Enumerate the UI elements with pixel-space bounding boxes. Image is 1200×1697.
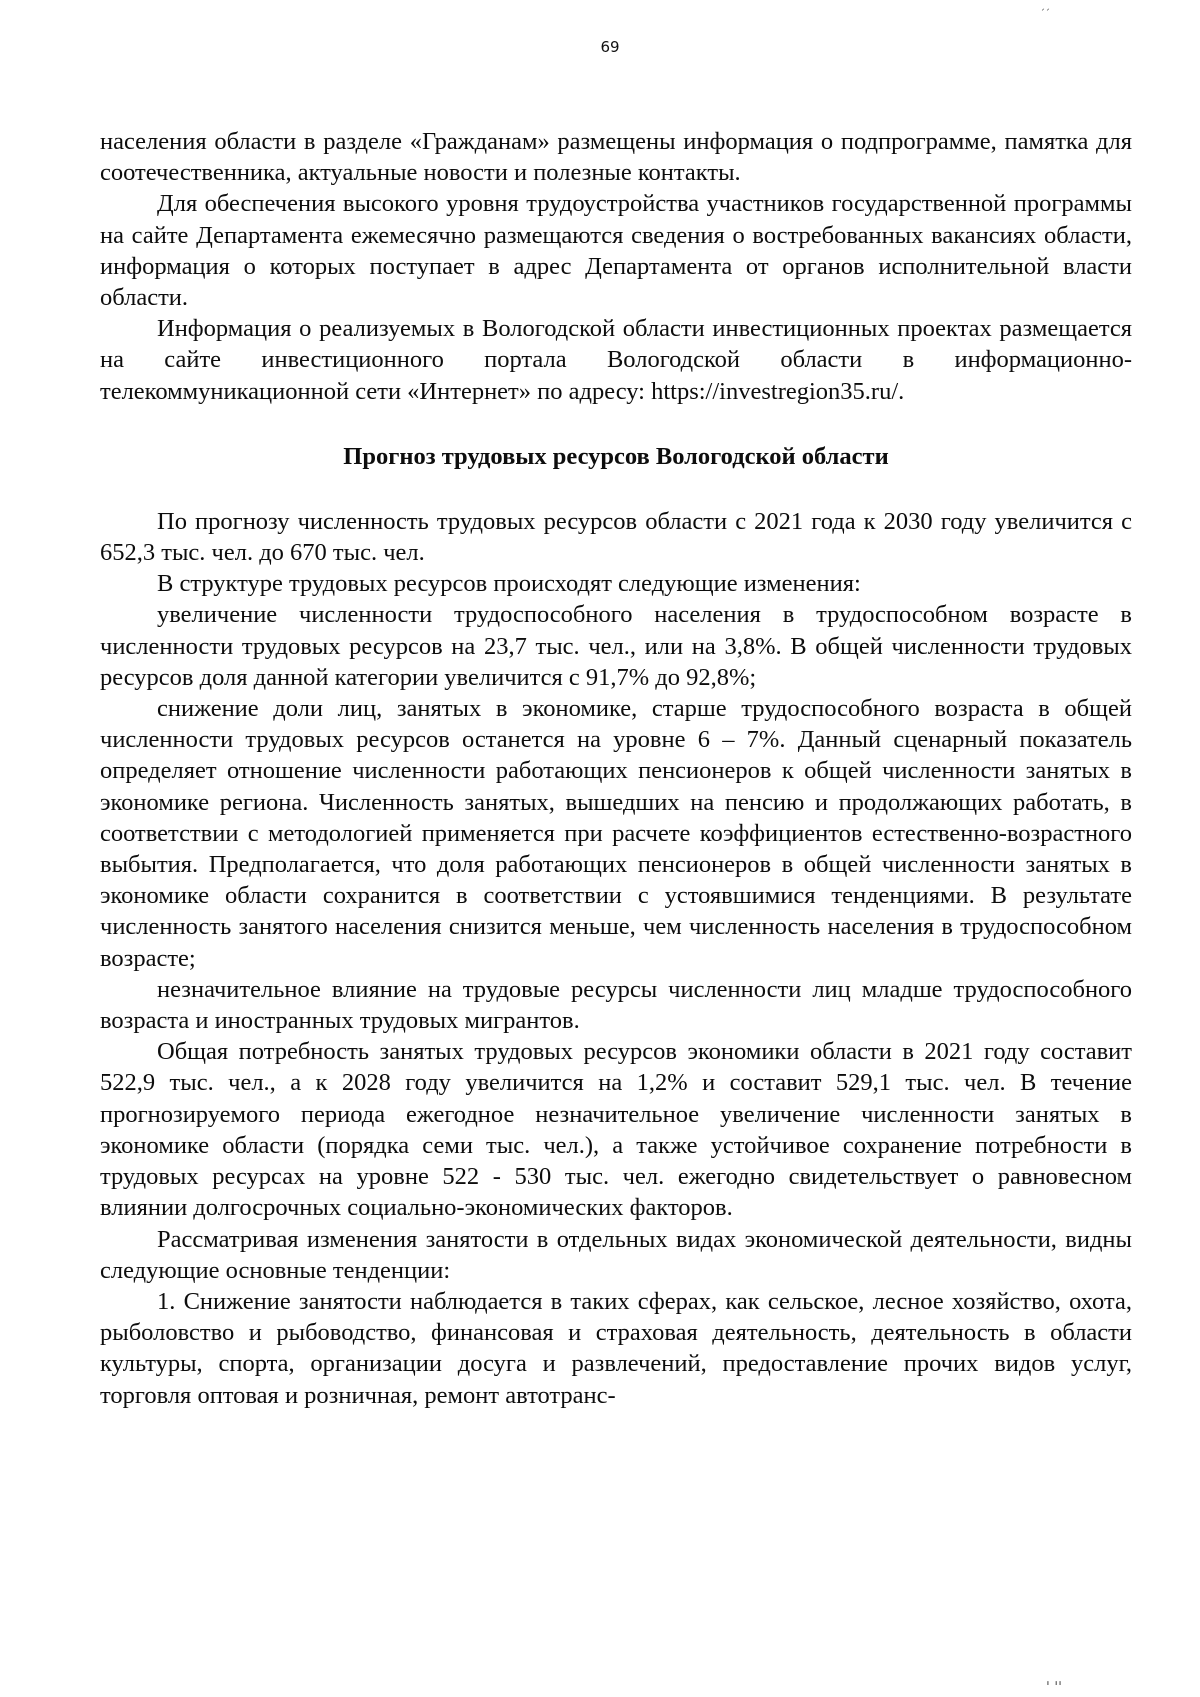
paragraph-employment-demand: Общая потребность занятых трудовых ресурсов экономики области в 2021 году составит 522,9 тыс. чел., а к 2028 году увеличится на 1,2% и составит 529,1 тыс. чел. В течение прогнозируемого периода ежегодное незначительное увеличение численности занятых в экономике области (порядка семи тыс. чел.), а также устойчивое сохранение потребности в трудовых ресурсах на уровне 522 - 530 тыс. чел. ежегодно свидетельствует о равновесном влиянии долгосрочных социально-экономических факторов. [100, 1038, 1132, 1222]
paragraph-working-age-increase: увеличение численности трудоспособного населения в трудоспособном возрасте в численности трудовых ресурсов на 23,7 тыс. чел., или на 3,8%. В общей численности трудовых ресурсов доля данной категории увеличится с 91,7% до 92,8%; [100, 601, 1132, 691]
page-body [100, 126, 1132, 1411]
bottom-scan-mark: ˌ ˌˌ [1046, 1671, 1062, 1687]
paragraph-forecast: По прогнозу численность трудовых ресурсов области с 2021 года к 2030 году увеличится с 652,3 тыс. чел. до 670 тыс. чел. [100, 507, 1132, 567]
paragraph-vacancies: Для обеспечения высокого уровня трудоустройства участников государственной программы на сайте Департамента ежемесячно размещаются сведения о востребованных вакансиях области, информация о которых поступает в адрес Департамента от органов исполнительной власти области. [100, 190, 1132, 312]
section-heading: Прогноз трудовых ресурсов Вологодской области [343, 442, 889, 470]
paragraph-pensioners: снижение доли лиц, занятых в экономике, старше трудоспособного возраста в общей численности трудовых ресурсов останется на уровне 6 – 7%. Данный сценарный показатель определяет отношение численности работающих пенсионеров к общей численности занятых в экономике региона. Численность занятых, вышедших на пенсию и продолжающих работать, в соответствии с методологией применяется при расчете коэффициентов естественно-возрастного выбытия. Предполагается, что доля работающих пенсионеров в общей численности занятых в экономике области сохранится в соответствии с устоявшимися тенденциями. В результате численность занятого населения снизится меньше, чем численность населения в трудоспособном возрасте; [100, 695, 1132, 972]
paragraph-trends-intro: Рассматривая изменения занятости в отдельных видах экономической деятельности, видны следующие основные тенденции: [100, 1225, 1132, 1284]
paragraph-structure-intro: В структуре трудовых ресурсов происходят следующие изменения: [157, 570, 861, 598]
paragraph-investment-portal: Информация о реализуемых в Вологодской области инвестиционных проектах размещается на сайте инвестиционного портала Вологодской области в информационно-телекоммуникационной сети «Интернет» по адресу: https://investregion35.ru/. [100, 315, 1132, 405]
paragraph-trend-decrease: 1. Снижение занятости наблюдается в таких сферах, как сельское, лесное хозяйство, охота, рыболовство и рыбоводство, финансовая и страховая деятельность, деятельность в области культуры, спорта, организации досуга и развлечений, предоставление прочих видов услуг, торговля оптовая и розничная, ремонт автотранс- [100, 1287, 1132, 1409]
paragraph-continuation: населения области в разделе «Гражданам» размещены информация о подпрограмме, памятка для соотечественника, актуальные новости и полезные контакты. [100, 128, 1132, 187]
page-number: 69 [600, 38, 620, 56]
corner-scan-mark: ˏˏ [1040, 0, 1050, 11]
paragraph-young-migrants: незначительное влияние на трудовые ресурсы численности лиц младше трудоспособного возраста и иностранных трудовых мигрантов. [100, 975, 1132, 1035]
